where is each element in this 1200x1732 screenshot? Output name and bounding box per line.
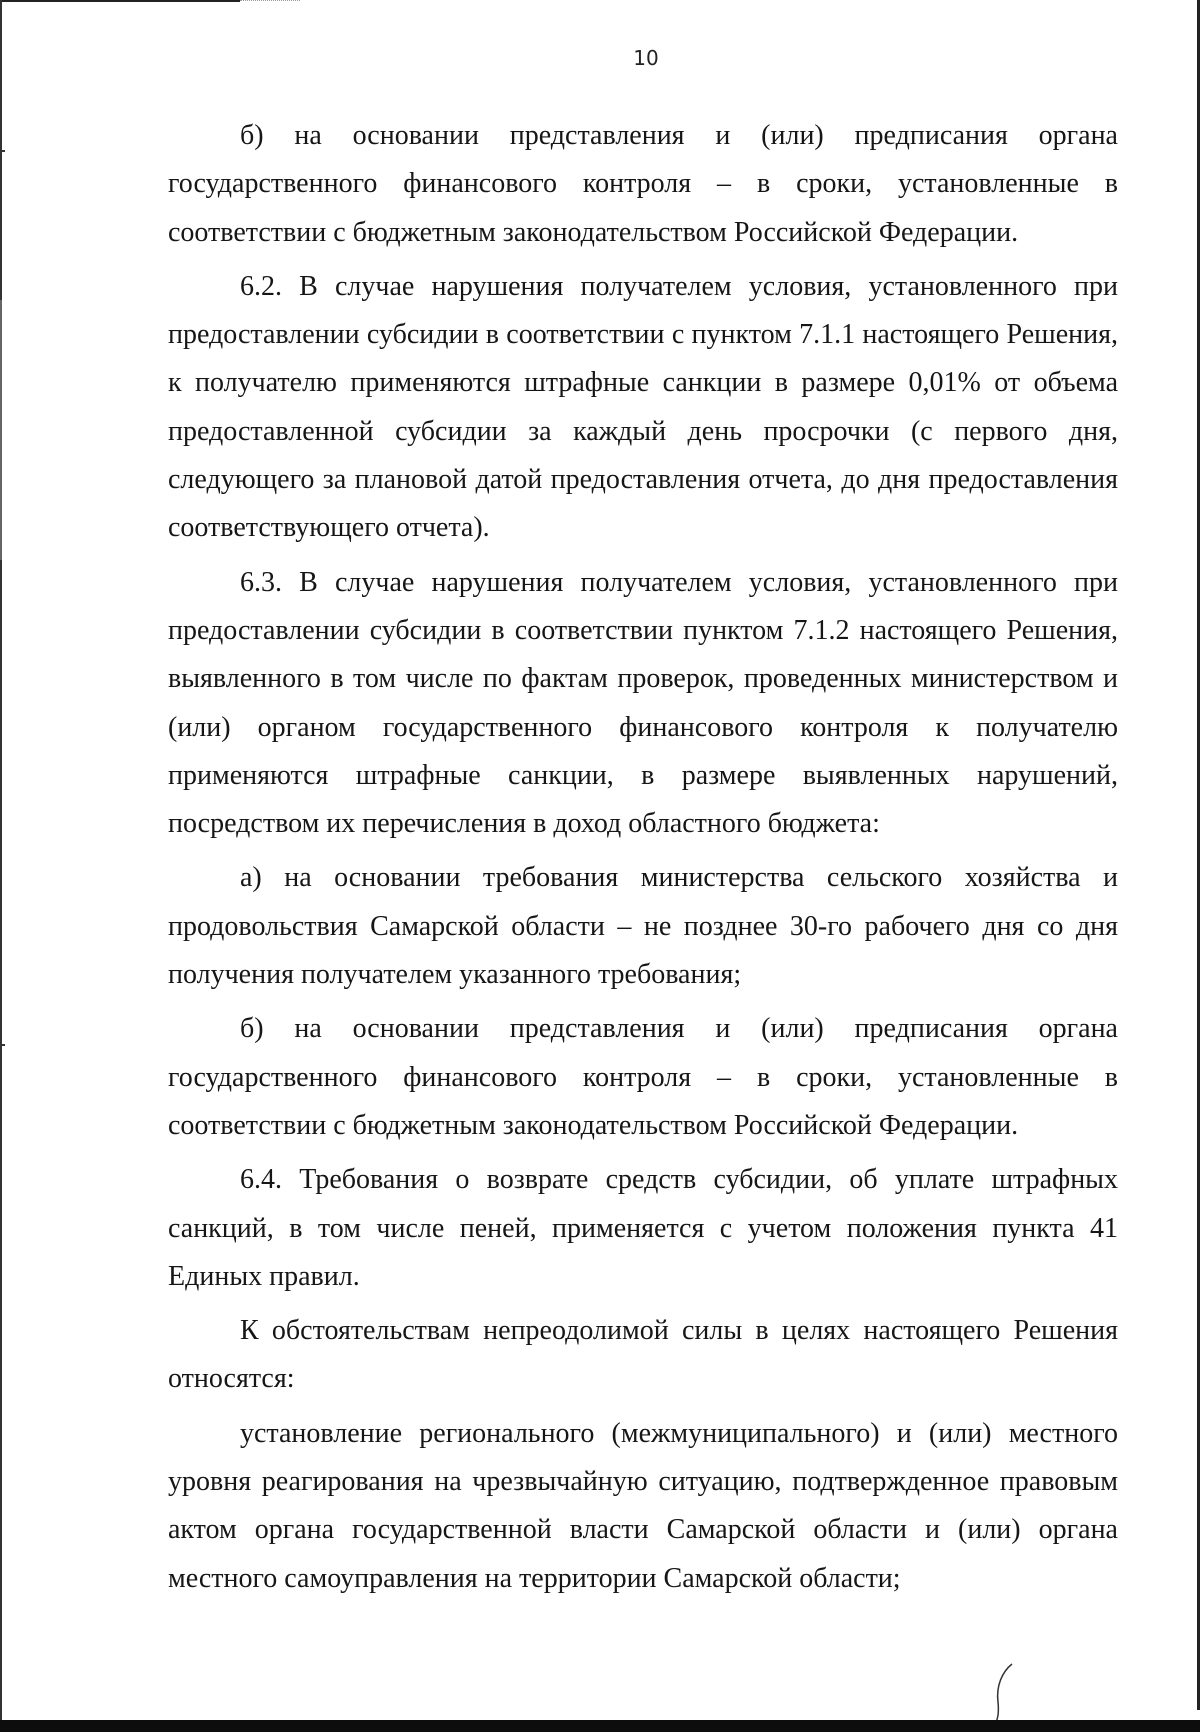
scan-edge-left xyxy=(0,0,2,1732)
paragraph: 6.3. В случае нарушения получателем условия, установленного при предоставлении субсидии в соответствии пунктом 7.1.2 настоящего Решения, выявленного в том числе по фактам проверок, проведенных министерством и (или) органом государственного финансового контроля к получателю применяются штрафные санкции, в размере выявленных нарушений, посредством их перечисления в доход областного бюджета: xyxy=(168,566,1118,840)
paragraph: а) на основании требования министерства сельского хозяйства и продовольствия Самарской области – не позднее 30-го рабочего дня со дня получения получателем указанного требования; xyxy=(168,862,1118,991)
document-body xyxy=(168,112,1118,1609)
scan-edge-top xyxy=(0,0,240,2)
signature-stroke xyxy=(990,1662,1020,1724)
paragraph: установление регионального (межмуниципального) и (или) местного уровня реагирования на чрезвычайную ситуацию, подтвержденное правовым актом органа государственной власти Самарской области и (или) органа местного самоуправления на территории Самарской области; xyxy=(168,1417,1118,1594)
scan-edge-left-tick xyxy=(0,1044,5,1046)
scan-edge-top-dots xyxy=(240,0,300,2)
page-number: 10 xyxy=(633,46,659,70)
paragraph: К обстоятельствам непреодолимой силы в целях настоящего Решения относятся: xyxy=(168,1315,1118,1395)
paragraph: б) на основании представления и (или) предписания органа государственного финансового контроля – в сроки, установленные в соответствии с бюджетным законодательством Российской Федерации. xyxy=(168,120,1118,248)
paragraph: 6.4. Требования о возврате средств субсидии, об уплате штрафных санкций, в том числе пеней, применяется с учетом положения пункта 41 Единых правил. xyxy=(168,1164,1118,1292)
scan-edge-left-tick xyxy=(0,150,5,152)
paragraph: б) на основании представления и (или) предписания органа государственного финансового контроля – в сроки, установленные в соответствии с бюджетным законодательством Российской Федерации. xyxy=(168,1013,1118,1141)
scan-edge-bottom xyxy=(0,1720,1200,1732)
paragraph: 6.2. В случае нарушения получателем условия, установленного при предоставлении субсидии в соответствии с пунктом 7.1.1 настоящего Решения, к получателю применяются штрафные санкции в размере 0,01% от объема предоставленной субсидии за каждый день просрочки (с первого дня, следующего за плановой датой предоставления отчета, до дня предоставления соответствующего отчета). xyxy=(168,270,1118,544)
